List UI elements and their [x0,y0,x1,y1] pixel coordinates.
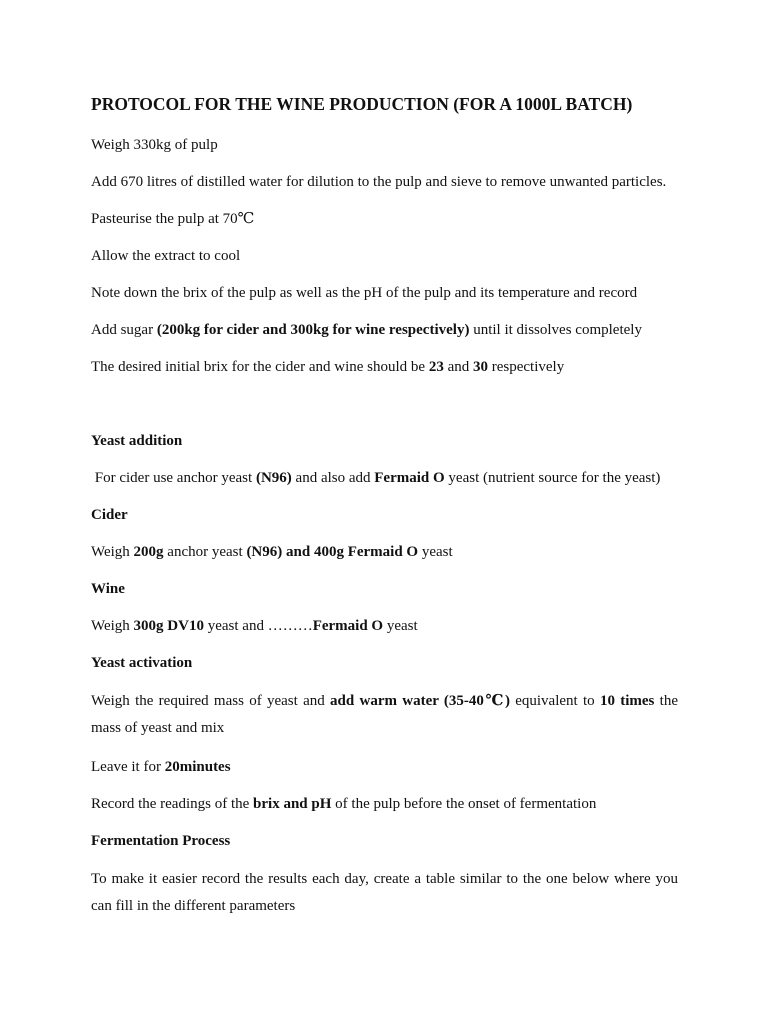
step-add-water: Add 670 litres of distilled water for dilution to the pulp and sieve to remove unwanted particles. [91,174,667,190]
step-pasteurise: Pasteurise the pulp at 70℃ [91,211,255,227]
cider-brix-value: 23 [428,359,444,375]
text-segment: of the pulp before the onset of fermentation [331,796,597,812]
activation-instructions [91,688,678,742]
text-segment: yeast and ……… [203,618,313,634]
fermentation-instructions: To make it easier record the results each day, create a table similar to the one below where you can fill in the different parameters [91,871,678,914]
wine-brix-value: 30 [473,359,488,375]
text-segment: Weigh the required mass of yeast and [91,693,331,709]
activation-wait [91,755,678,779]
text-segment: and also add [291,470,375,486]
cider-heading: Cider [91,507,128,523]
document-title: PROTOCOL FOR THE WINE PRODUCTION (FOR A 1000L BATCH) [91,94,633,114]
wine-nutrient-name: Fermaid O [312,618,384,634]
text-segment: Add sugar [91,322,157,338]
yeast-intro [91,466,678,490]
warm-water-note: add warm water (35-40℃) [330,693,510,709]
sugar-amounts: (200kg for cider and 300kg for wine respectively) [156,322,470,338]
fermentation-heading: Fermentation Process [91,833,231,849]
text-segment: anchor yeast [163,544,247,560]
text-segment: Leave it for [91,759,165,775]
step-add-sugar [91,318,678,342]
yeast-code: (N96) [255,470,292,486]
text-segment: The desired initial brix for the cider and wine should be [91,359,429,375]
step-cool: Allow the extract to cool [91,248,241,264]
cider-yeast-amounts [91,540,678,564]
step-desired-brix [91,355,678,379]
yeast-addition-heading: Yeast addition [91,433,183,449]
nutrient-name: Fermaid O [374,470,445,486]
text-segment: respectively [488,359,565,375]
text-segment: and [443,359,473,375]
activation-record [91,792,678,816]
cider-nutrient-mass: (N96) and 400g Fermaid O [246,544,419,560]
text-segment: yeast [383,618,418,634]
yeast-activation-heading: Yeast activation [91,655,193,671]
text-segment: Weigh [91,618,134,634]
readings-names: brix and pH [253,796,332,812]
text-segment: For cider use anchor yeast [91,470,256,486]
text-segment: Weigh [91,544,134,560]
text-segment: until it dissolves completely [469,322,642,338]
wine-yeast-amounts [91,614,678,638]
text-segment: the mass of yeast and mix [91,693,678,736]
step-weigh-pulp: Weigh 330kg of pulp [91,137,218,153]
wine-yeast-mass: 300g DV10 [133,618,204,634]
text-segment: Record the readings of the [91,796,254,812]
wait-duration: 20minutes [164,759,231,775]
water-ratio: 10 times [599,693,655,709]
text-segment: yeast (nutrient source for the yeast) [444,470,661,486]
wine-heading: Wine [91,581,125,597]
text-segment: equivalent to [509,693,600,709]
text-segment: yeast [418,544,453,560]
document-page [91,92,678,933]
step-note-brix: Note down the brix of the pulp as well as the pH of the pulp and its temperature and record [91,285,638,301]
section-spacer [91,392,678,429]
cider-yeast-mass: 200g [133,544,164,560]
